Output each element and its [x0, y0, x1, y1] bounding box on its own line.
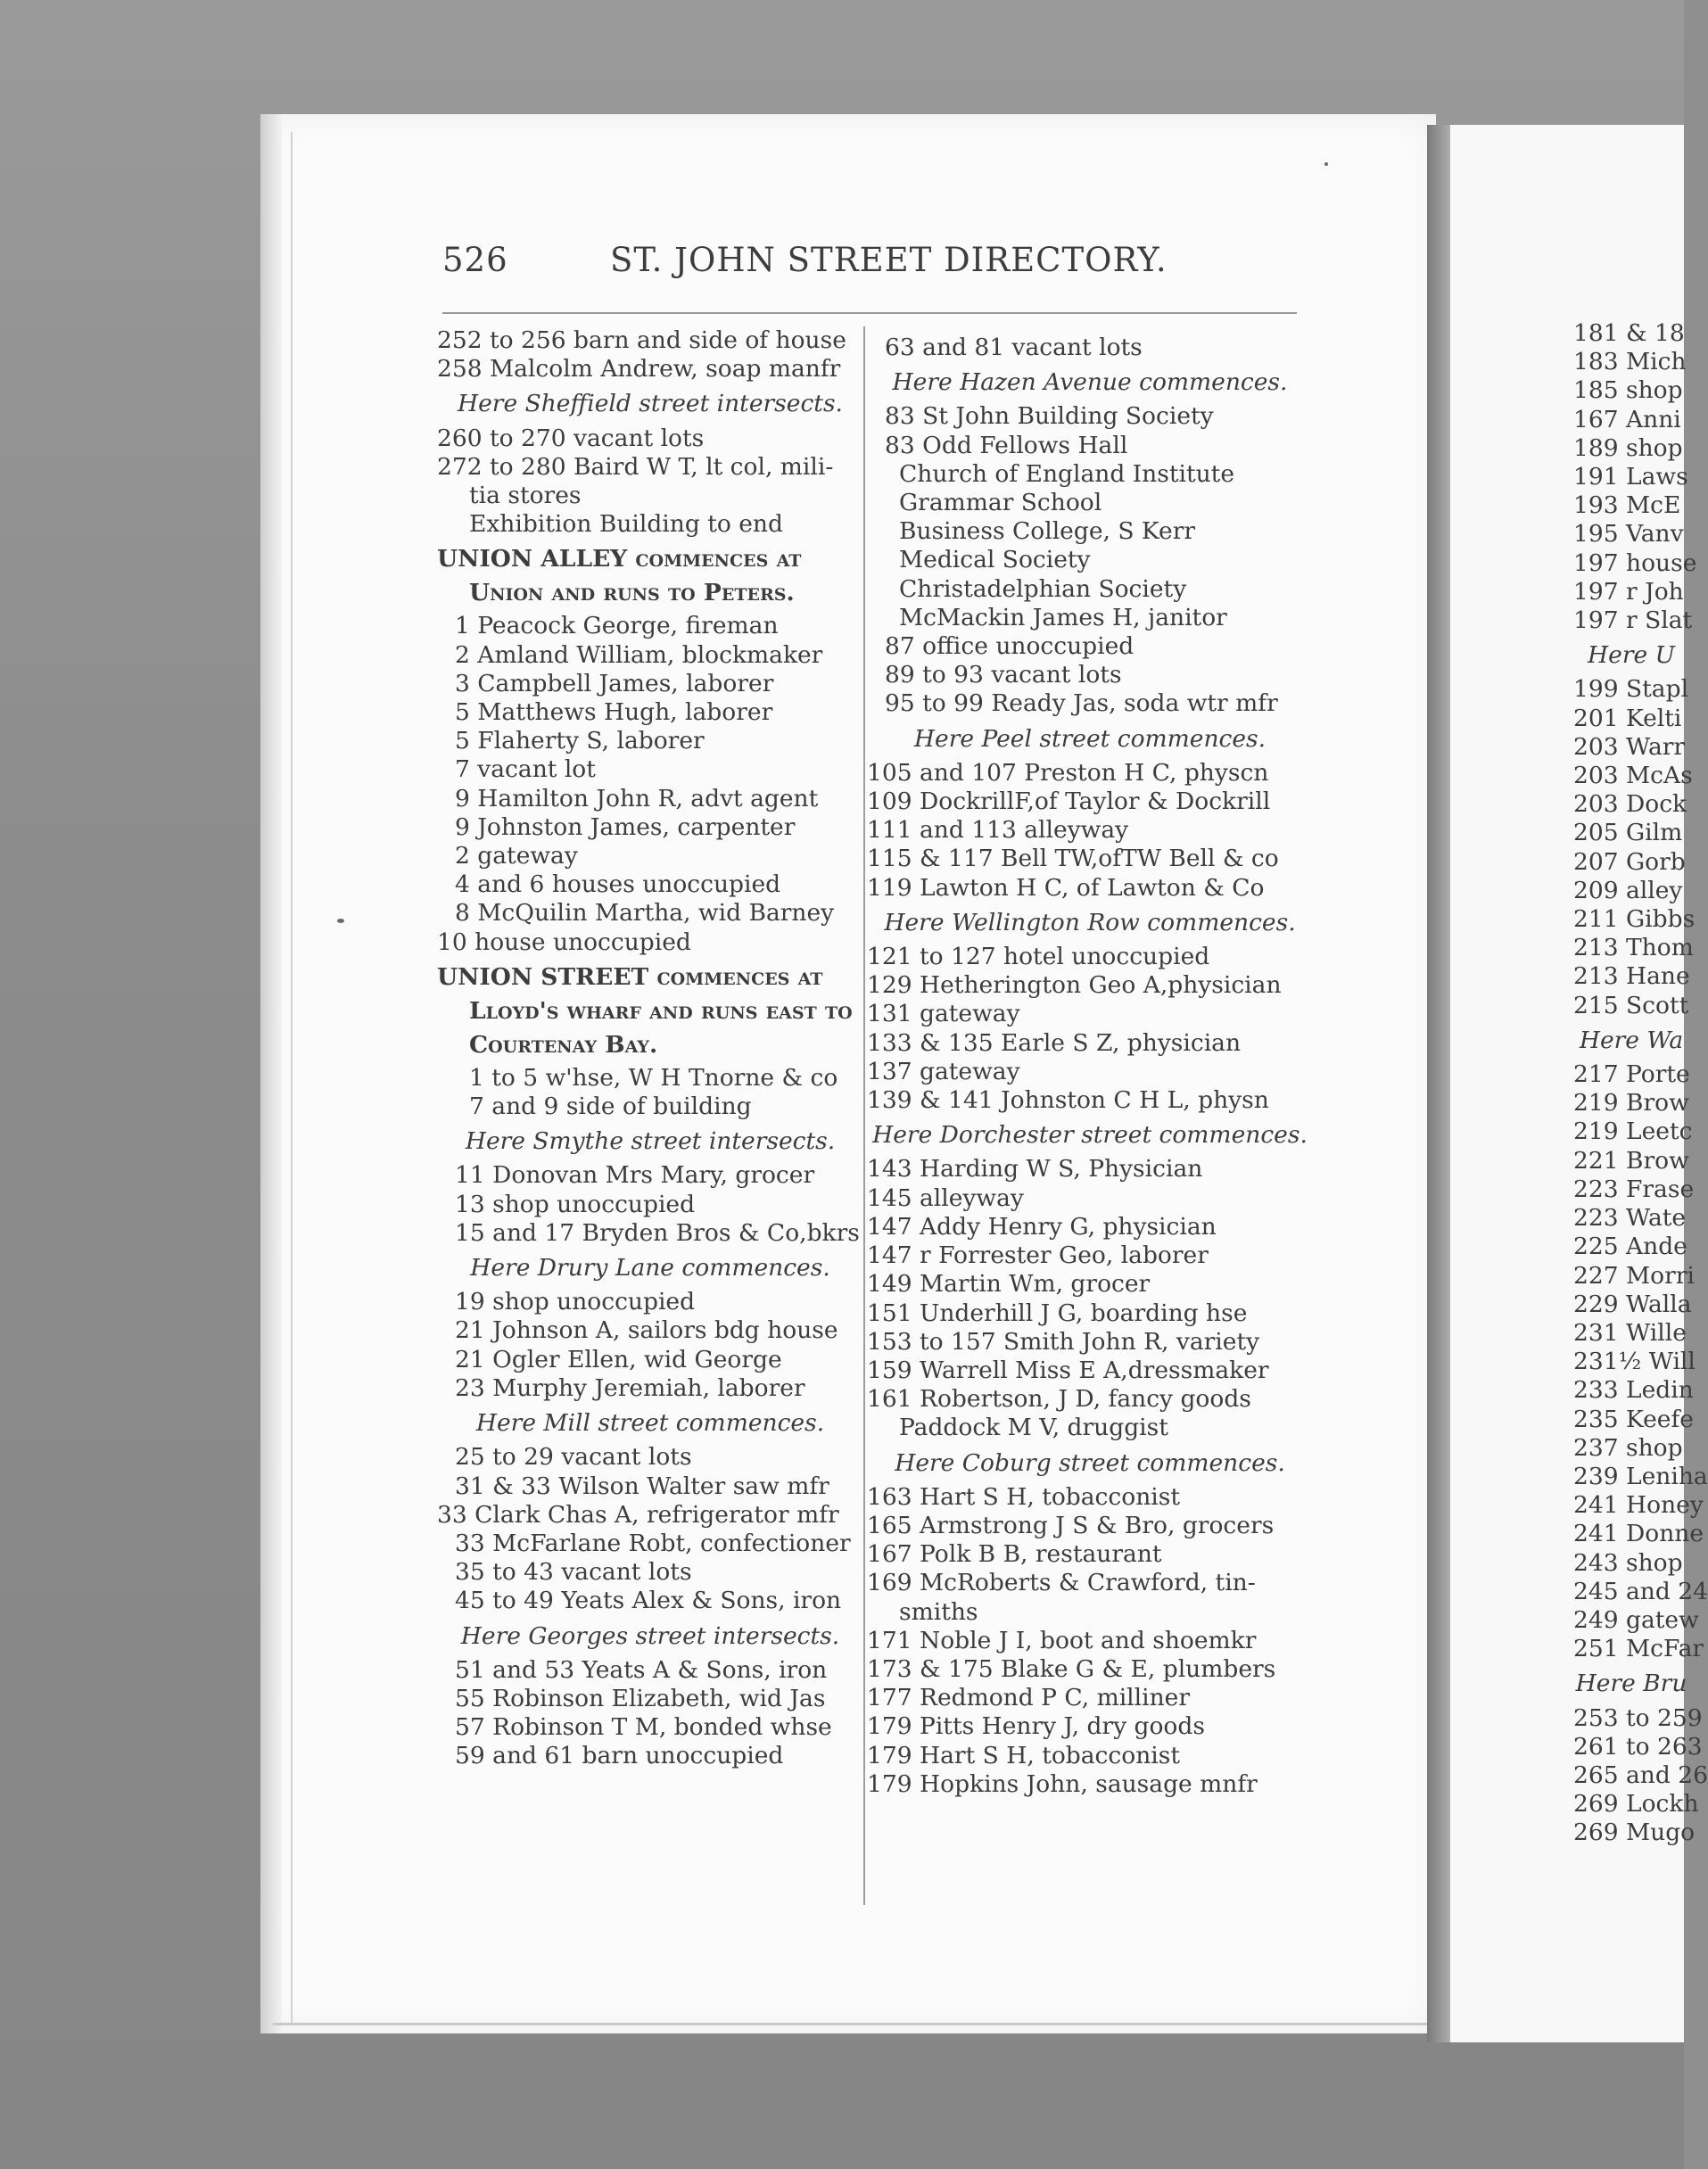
left-column-entry: 59 and 61 barn unoccupied	[455, 1742, 784, 1770]
next-page-entry: 207 Gorb	[1573, 847, 1686, 876]
right-column-entry-continuation: Church of England Institute	[899, 459, 1235, 488]
right-column-entry: 87 office unoccupied	[885, 632, 1135, 661]
right-column-entry: 149 Martin Wm, grocer	[867, 1270, 1151, 1299]
next-page-entry: 269 Lockh	[1573, 1790, 1699, 1818]
right-column-entry: 171 Noble J I, boot and shoemkr	[867, 1626, 1257, 1654]
right-column-street-heading: Here Wellington Row commences.	[884, 908, 1296, 936]
right-column-street-heading: Here Hazen Avenue commences.	[892, 368, 1288, 397]
next-page-street-heading: Here Bru	[1575, 1670, 1687, 1698]
scan-speck	[1324, 162, 1328, 166]
next-page-entry: 203 Dock	[1573, 790, 1687, 819]
right-column-entry: 137 gateway	[867, 1057, 1020, 1085]
next-page-entry: 213 Hane	[1573, 962, 1690, 991]
right-column-entry: 151 Underhill J G, boarding hse	[867, 1299, 1248, 1327]
next-page-entry: 269 Mugo	[1573, 1818, 1696, 1847]
right-column-entry: 177 Redmond P C, milliner	[867, 1684, 1191, 1712]
right-column-entry: 119 Lawton H C, of Lawton & Co	[867, 873, 1265, 902]
left-column-entry: 55 Robinson Elizabeth, wid Jas	[455, 1684, 826, 1712]
next-page-entry: 205 Gilm	[1573, 819, 1683, 847]
left-column-entry: 9 Johnston James, carpenter	[455, 812, 796, 841]
next-page-entry: 167 Anni	[1573, 405, 1681, 433]
next-page-entry: 261 to 263	[1573, 1732, 1703, 1761]
next-page-street-heading: Here U	[1588, 641, 1675, 670]
next-page-entry: 241 Donne	[1573, 1520, 1704, 1548]
left-column-entry: 33 Clark Chas A, refrigerator mfr	[437, 1500, 839, 1529]
next-page-entry: 233 Ledin	[1573, 1376, 1694, 1405]
left-column-section-title: Union and runs to Peters.	[469, 579, 795, 607]
right-column-entry: 129 Hetherington Geo A,physician	[867, 971, 1282, 1000]
left-column-section-title: Courtenay Bay.	[469, 1030, 658, 1059]
left-column-entry: 4 and 6 houses unoccupied	[455, 870, 781, 899]
right-column-entry-continuation: Business College, S Kerr	[899, 517, 1196, 546]
next-page-entry: 227 Morri	[1573, 1261, 1695, 1290]
page-margin-line	[291, 132, 293, 2023]
right-column-entry: 145 alleyway	[867, 1183, 1024, 1212]
left-column-entry: 35 to 43 vacant lots	[455, 1558, 692, 1587]
next-page-entry: 211 Gibbs	[1573, 905, 1696, 934]
left-column-street-heading: Here Smythe street intersects.	[465, 1127, 836, 1156]
left-column-entry: 7 vacant lot	[455, 755, 596, 784]
next-page-entry: 181 & 18	[1573, 319, 1685, 347]
next-page-entry: 191 Laws	[1573, 463, 1688, 491]
next-page-entry: 197 r Slat	[1573, 606, 1693, 635]
right-column-entry: 147 r Forrester Geo, laborer	[867, 1241, 1209, 1270]
next-page-entry: 217 Porte	[1573, 1060, 1690, 1089]
right-column-entry: 95 to 99 Ready Jas, soda wtr mfr	[885, 689, 1278, 718]
left-column-entry: 258 Malcolm Andrew, soap manfr	[437, 355, 841, 383]
left-column-entry: 33 McFarlane Robt, confectioner	[455, 1529, 851, 1557]
left-column-section-title: UNION STREET commences at	[437, 962, 823, 991]
next-page-street-heading: Here Wa	[1579, 1026, 1684, 1054]
next-page-entry: 203 McAs	[1573, 762, 1693, 790]
left-column-entry: 11 Donovan Mrs Mary, grocer	[455, 1161, 815, 1190]
left-column-entry: 5 Flaherty S, laborer	[455, 727, 705, 755]
left-column-entry-continuation: Exhibition Building to end	[469, 510, 783, 539]
next-page-entry: 221 Brow	[1573, 1146, 1689, 1175]
left-column-entry: 2 gateway	[455, 842, 578, 870]
right-column-entry: 131 gateway	[867, 1000, 1020, 1028]
next-page-entry: 225 Ande	[1573, 1233, 1687, 1261]
left-column-entry: 5 Matthews Hugh, laborer	[455, 698, 773, 727]
right-column-entry-continuation: smiths	[899, 1597, 978, 1626]
left-column-entry: 19 shop unoccupied	[455, 1288, 696, 1316]
right-column-entry-continuation: Paddock M V, druggist	[899, 1414, 1168, 1442]
left-column	[437, 326, 863, 1771]
left-column-entry: 21 Ogler Ellen, wid George	[455, 1345, 782, 1373]
left-column-entry: 21 Johnson A, sailors bdg house	[455, 1316, 838, 1345]
left-column-entry: 252 to 256 barn and side of house	[437, 326, 846, 354]
right-column-entry: 109 DockrillF,of Taylor & Dockrill	[867, 788, 1271, 816]
next-page-entry: 223 Wate	[1573, 1204, 1687, 1233]
next-page-entry: 185 shop	[1573, 376, 1683, 405]
left-column-entry: 10 house unoccupied	[437, 928, 691, 956]
next-page-entry: 197 house	[1573, 548, 1697, 577]
next-page-entry: 237 shop	[1573, 1433, 1683, 1462]
next-page-entry: 239 Leniha	[1573, 1462, 1708, 1490]
right-column-entry: 115 & 117 Bell TW,ofTW Bell & co	[867, 845, 1279, 873]
left-column-street-heading: Here Sheffield street intersects.	[458, 390, 843, 418]
right-column-entry: 173 & 175 Blake G & E, plumbers	[867, 1654, 1276, 1683]
right-column-street-heading: Here Dorchester street commences.	[872, 1121, 1308, 1150]
right-column-entry-continuation: Grammar School	[899, 489, 1102, 517]
right-column-entry: 153 to 157 Smith John R, variety	[867, 1327, 1260, 1356]
left-column-section-title: UNION ALLEY commences at	[437, 545, 802, 573]
left-column-entry-continuation: 7 and 9 side of building	[469, 1093, 752, 1121]
next-page-entry: 245 and 24	[1573, 1577, 1708, 1605]
left-column-entry: 13 shop unoccupied	[455, 1190, 696, 1218]
right-column-entry-continuation: Christadelphian Society	[899, 574, 1187, 603]
right-column-entry-continuation: Medical Society	[899, 546, 1091, 574]
column-divider	[863, 326, 865, 1905]
page-header	[442, 241, 1299, 285]
right-column-entry: 83 Odd Fellows Hall	[885, 431, 1128, 459]
book-gutter	[1427, 125, 1452, 2042]
page-binding-edge	[260, 114, 282, 2033]
left-column-entry: 260 to 270 vacant lots	[437, 424, 705, 452]
next-page-entry: 193 McE	[1573, 491, 1681, 520]
right-column-entry: 143 Harding W S, Physician	[867, 1155, 1203, 1183]
next-page-entry: 203 Warr	[1573, 732, 1686, 761]
left-column-entry: 1 Peacock George, fireman	[455, 612, 779, 640]
next-page-entry: 241 Honey	[1573, 1491, 1704, 1520]
page-title: ST. JOHN STREET DIRECTORY.	[610, 241, 1168, 279]
left-column-entry: 3 Campbell James, laborer	[455, 669, 774, 697]
right-column-entry: 179 Hart S H, tobacconist	[867, 1741, 1180, 1769]
next-page-entry: 215 Scott	[1573, 991, 1689, 1019]
next-page-entry: 219 Leetc	[1573, 1117, 1693, 1146]
next-page-entry: 251 McFar	[1573, 1635, 1704, 1663]
right-column-entry: 163 Hart S H, tobacconist	[867, 1482, 1180, 1511]
next-page-entry: 231½ Will	[1573, 1348, 1696, 1376]
right-column-entry: 161 Robertson, J D, fancy goods	[867, 1385, 1251, 1414]
left-column-entry: 15 and 17 Bryden Bros & Co,bkrs	[455, 1218, 860, 1247]
next-page-entry: 213 Thom	[1573, 934, 1694, 962]
next-page-entry: 219 Brow	[1573, 1089, 1689, 1117]
next-page-entry: 195 Vanv	[1573, 520, 1684, 548]
left-column-entry-continuation: 1 to 5 w'hse, W H Tnorne & co	[469, 1063, 838, 1092]
next-page-column	[1573, 319, 1708, 1848]
next-page-entry: 253 to 259	[1573, 1703, 1703, 1732]
right-column-entry: 159 Warrell Miss E A,dressmaker	[867, 1356, 1269, 1384]
next-page-entry: 223 Frase	[1573, 1175, 1695, 1203]
right-column-entry: 105 and 107 Preston H C, physcn	[867, 758, 1269, 787]
next-page-entry: 199 Stapl	[1573, 675, 1689, 704]
right-column	[867, 334, 1313, 1799]
left-column-entry: 2 Amland William, blockmaker	[455, 640, 823, 669]
left-column-entry: 57 Robinson T M, bonded whse	[455, 1713, 832, 1742]
left-column-entry: 51 and 53 Yeats A & Sons, iron	[455, 1655, 828, 1684]
right-column-entry: 167 Polk B B, restaurant	[867, 1540, 1162, 1569]
right-column-entry: 169 McRoberts & Crawford, tin-	[867, 1569, 1256, 1597]
right-column-entry: 139 & 141 Johnston C H L, physn	[867, 1086, 1269, 1115]
next-page-entry: 209 alley	[1573, 876, 1683, 904]
right-column-entry: 89 to 93 vacant lots	[885, 661, 1122, 689]
left-column-street-heading: Here Georges street intersects.	[460, 1621, 840, 1650]
right-column-entry: 111 and 113 alleyway	[867, 816, 1129, 845]
next-page-entry: 265 and 26	[1573, 1761, 1708, 1789]
left-column-entry: 31 & 33 Wilson Walter saw mfr	[455, 1472, 829, 1500]
left-column-street-heading: Here Mill street commences.	[475, 1409, 825, 1438]
next-page-entry: 243 shop	[1573, 1548, 1683, 1577]
left-column-street-heading: Here Drury Lane commences.	[470, 1254, 830, 1282]
page-number: 526	[442, 241, 508, 279]
right-column-entry-continuation: McMackin James H, janitor	[899, 603, 1227, 631]
next-page-entry: 231 Wille	[1573, 1318, 1687, 1347]
left-column-entry: 23 Murphy Jeremiah, laborer	[455, 1373, 805, 1402]
left-column-entry: 25 to 29 vacant lots	[455, 1443, 692, 1472]
next-page-entry: 197 r Joh	[1573, 577, 1684, 606]
next-page-entry: 249 gatew	[1573, 1605, 1699, 1634]
left-column-entry: 8 McQuilin Martha, wid Barney	[455, 899, 835, 928]
right-column-entry: 147 Addy Henry G, physician	[867, 1212, 1217, 1241]
left-column-entry-continuation: tia stores	[469, 482, 582, 510]
left-column-entry: 272 to 280 Baird W T, lt col, mili-	[437, 452, 834, 481]
next-page-entry: 189 shop	[1573, 433, 1683, 462]
left-column-entry: 9 Hamilton John R, advt agent	[455, 784, 819, 812]
next-page-entry: 201 Kelti	[1573, 704, 1682, 732]
right-column-entry: 83 St John Building Society	[885, 402, 1214, 431]
right-column-entry: 121 to 127 hotel unoccupied	[867, 943, 1210, 971]
right-column-entry: 63 and 81 vacant lots	[885, 334, 1143, 361]
right-column-entry: 165 Armstrong J S & Bro, grocers	[867, 1511, 1275, 1539]
right-column-street-heading: Here Peel street commences.	[913, 724, 1267, 753]
scan-speck	[337, 919, 344, 923]
left-column-entry: 45 to 49 Yeats Alex & Sons, iron	[455, 1587, 842, 1615]
right-column-entry: 179 Hopkins John, sausage mnfr	[867, 1769, 1258, 1798]
next-page-entry: 229 Walla	[1573, 1290, 1692, 1318]
right-column-street-heading: Here Coburg street commences.	[895, 1448, 1285, 1477]
right-column-entry: 133 & 135 Earle S Z, physician	[867, 1028, 1242, 1057]
left-column-section-title: Lloyd's wharf and runs east to	[469, 996, 853, 1025]
right-column-entry: 179 Pitts Henry J, dry goods	[867, 1712, 1205, 1741]
header-rule	[442, 312, 1297, 314]
next-page-entry: 235 Keefe	[1573, 1405, 1694, 1433]
page-bottom-edge	[273, 2023, 1432, 2025]
next-page-entry: 183 Mich	[1573, 348, 1687, 376]
